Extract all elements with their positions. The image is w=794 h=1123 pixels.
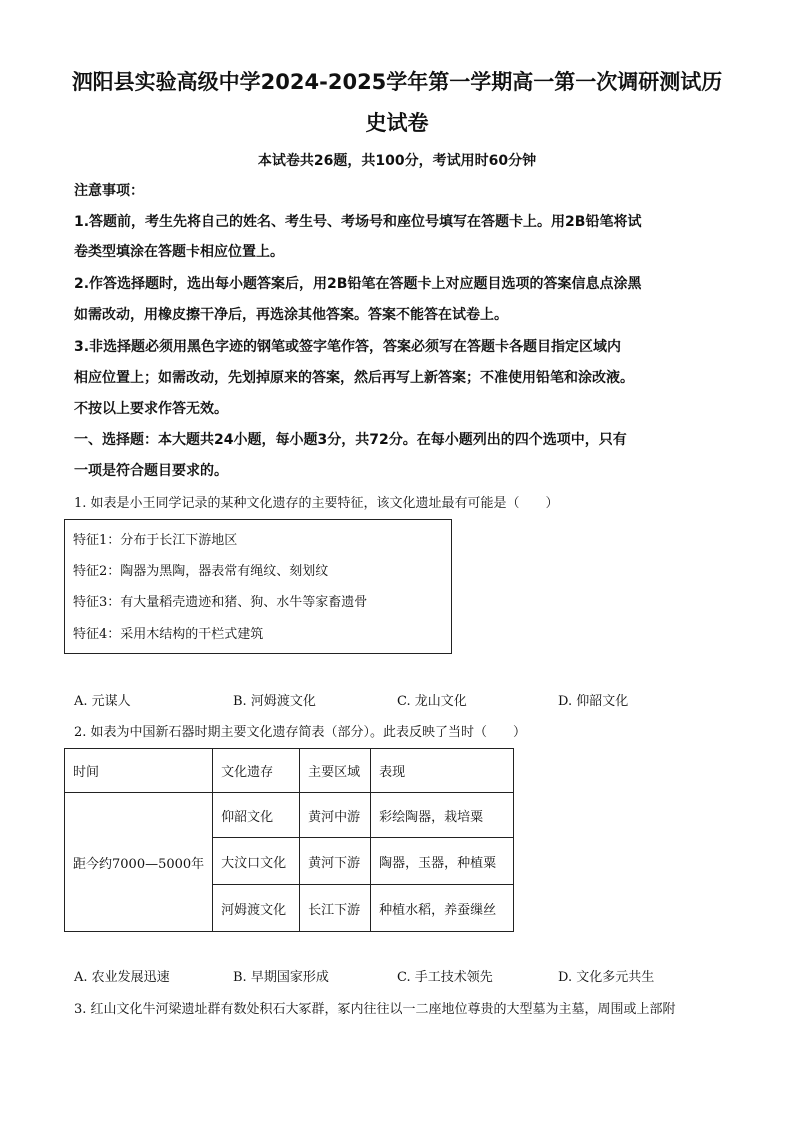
question-2-stem: 2. 如表为中国新石器时期主要文化遗存简表（部分）。此表反映了当时（ ）: [74, 725, 527, 740]
exam-subtitle: 本试卷共26题，共100分，考试用时60分钟: [257, 153, 537, 169]
notes-line: 卷类型填涂在答题卡相应位置上。: [74, 244, 284, 260]
question-1-option-b[interactable]: B. 河姆渡文化: [233, 694, 316, 709]
table-cell: 长江下游: [300, 885, 371, 932]
notes-line: 2.作答选择题时，选出每小题答案后，用2B铅笔在答题卡上对应题目选项的答案信息点涂黑: [74, 276, 642, 292]
notes-heading: 注意事项：: [74, 183, 144, 199]
question-2-option-d[interactable]: D. 文化多元共生: [558, 970, 655, 985]
section-instructions: 一、选择题：本大题共24小题，每小题3分，共72分。在每小题列出的四个选项中，只有: [74, 432, 627, 448]
question-2-culture-table: [64, 748, 514, 932]
table-header-cell: 表现: [371, 749, 514, 793]
question-2-option-a[interactable]: A. 农业发展迅速: [74, 970, 170, 985]
exam-title-line-1: 泗阳县实验高级中学2024-2025学年第一学期高一第一次调研测试历: [71, 70, 723, 94]
question-1-option-c[interactable]: C. 龙山文化: [397, 694, 467, 709]
table-row: [65, 793, 514, 838]
table-cell: 河姆渡文化: [213, 885, 300, 932]
table-cell: 陶器，玉器，种植粟: [371, 838, 514, 885]
table-cell: 彩绘陶器，栽培粟: [371, 793, 514, 838]
table-header-cell: 主要区域: [300, 749, 371, 793]
table-cell: 大汶口文化: [213, 838, 300, 885]
feature-item: 特征1：分布于长江下游地区: [73, 533, 238, 548]
table-time-cell: 距今约7000—5000年: [65, 793, 213, 932]
question-2-option-b[interactable]: B. 早期国家形成: [233, 970, 329, 985]
question-1-option-a[interactable]: A. 元谋人: [74, 694, 131, 709]
question-1-option-d[interactable]: D. 仰韶文化: [558, 694, 629, 709]
exam-title-line-2: 史试卷: [365, 111, 429, 135]
feature-item: 特征3：有大量稻壳遗迹和猪、狗、水牛等家畜遗骨: [73, 595, 368, 610]
feature-item: 特征4：采用木结构的干栏式建筑: [73, 627, 264, 642]
section-instructions: 一项是符合题目要求的。: [74, 463, 228, 479]
question-2-option-c[interactable]: C. 手工技术领先: [397, 970, 493, 985]
notes-line: 3.非选择题必须用黑色字迹的钢笔或签字笔作答，答案必须写在答题卡各题目指定区域内: [74, 339, 622, 355]
question-1-feature-table: [64, 519, 452, 654]
table-header-cell: 时间: [65, 749, 213, 793]
question-3-stem: 3. 红山文化牛河梁遗址群有数处积石大冢群，冢内往往以一二座地位尊贵的大型墓为主墓，周围或上部附: [74, 1002, 676, 1017]
table-cell: 仰韶文化: [213, 793, 300, 838]
notes-line: 相应位置上；如需改动，先划掉原来的答案，然后再写上新答案；不准使用铅笔和涂改液。: [74, 370, 634, 386]
feature-item: 特征2：陶器为黑陶，器表常有绳纹、刻划纹: [73, 564, 329, 579]
table-cell: 种植水稻，养蚕缫丝: [371, 885, 514, 932]
question-1-stem: 1. 如表是小王同学记录的某种文化遗存的主要特征，该文化遗址最有可能是（ ）: [74, 496, 559, 511]
table-header-row: [65, 749, 514, 793]
table-header-cell: 文化遗存: [213, 749, 300, 793]
notes-line: 不按以上要求作答无效。: [74, 401, 228, 417]
table-cell: 黄河中游: [300, 793, 371, 838]
notes-line: 1.答题前，考生先将自己的姓名、考生号、考场号和座位号填写在答题卡上。用2B铅笔将试: [74, 214, 642, 230]
notes-line: 如需改动，用橡皮擦干净后，再选涂其他答案。答案不能答在试卷上。: [74, 307, 508, 323]
table-cell: 黄河下游: [300, 838, 371, 885]
